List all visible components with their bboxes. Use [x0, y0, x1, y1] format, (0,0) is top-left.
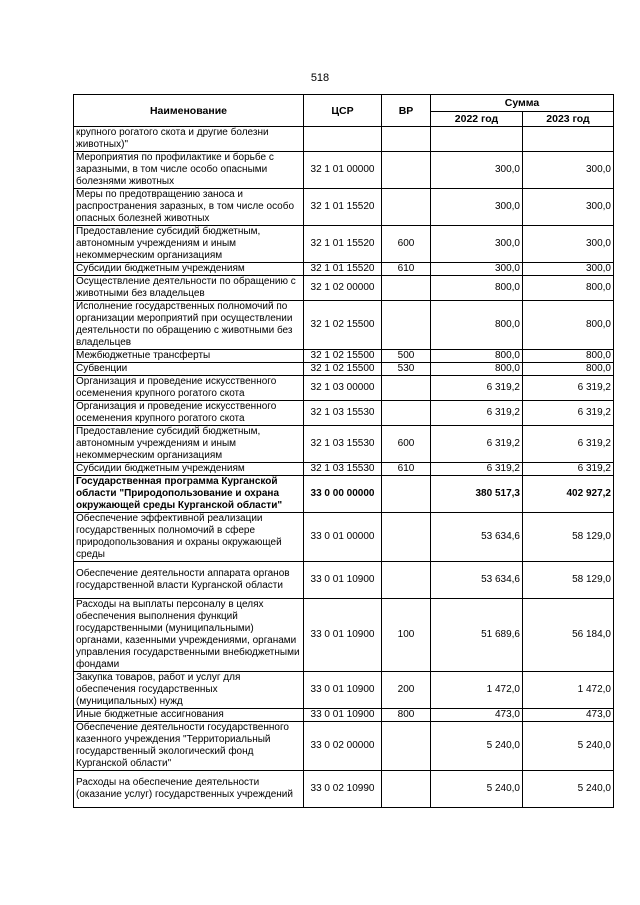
row-csr-cell: 33 0 02 10990	[304, 771, 382, 808]
table-row	[74, 709, 614, 722]
row-name-cell: Обеспечение эффективной реализации государственных полномочий в сфере природопользования и охраны окружающей среды	[74, 513, 304, 562]
row-name-cell: Расходы на выплаты персоналу в целях обеспечения выполнения функций государственными (муниципальными) органами, казенными учреждениями, органами управления государственными внебюджетными фондами	[74, 599, 304, 672]
page-number: 518	[310, 72, 330, 84]
row-sum-2022-cell: 800,0	[431, 363, 523, 376]
row-csr-cell: 32 1 03 00000	[304, 376, 382, 401]
table-row	[74, 376, 614, 401]
row-sum-2023-cell: 800,0	[523, 363, 614, 376]
row-vr-cell	[382, 771, 431, 808]
table-row	[74, 189, 614, 226]
row-name-cell: Субвенции	[74, 363, 304, 376]
header-vr: ВР	[382, 95, 431, 127]
table-row	[74, 263, 614, 276]
row-sum-2023-cell: 800,0	[523, 350, 614, 363]
row-name-cell: Субсидии бюджетным учреждениям	[74, 263, 304, 276]
table-row	[74, 476, 614, 513]
table-row	[74, 463, 614, 476]
row-sum-2023-cell: 6 319,2	[523, 401, 614, 426]
row-sum-2022-cell: 1 472,0	[431, 672, 523, 709]
row-sum-2022-cell: 800,0	[431, 301, 523, 350]
header-year-2022: 2022 год	[431, 112, 523, 127]
row-csr-cell: 33 0 02 00000	[304, 722, 382, 771]
row-sum-2023-cell: 5 240,0	[523, 771, 614, 808]
table-row	[74, 672, 614, 709]
row-sum-2023-cell: 6 319,2	[523, 376, 614, 401]
row-csr-cell: 33 0 01 10900	[304, 672, 382, 709]
row-csr-cell: 32 1 02 15500	[304, 363, 382, 376]
row-csr-cell	[304, 127, 382, 152]
row-sum-2022-cell: 6 319,2	[431, 376, 523, 401]
row-sum-2022-cell: 51 689,6	[431, 599, 523, 672]
row-csr-cell: 32 1 03 15530	[304, 463, 382, 476]
row-sum-2023-cell: 300,0	[523, 263, 614, 276]
row-sum-2022-cell: 5 240,0	[431, 722, 523, 771]
row-csr-cell: 32 1 01 15520	[304, 189, 382, 226]
row-csr-cell: 33 0 01 10900	[304, 599, 382, 672]
row-name-cell: крупного рогатого скота и другие болезни животных)"	[74, 127, 304, 152]
row-csr-cell: 32 1 01 15520	[304, 263, 382, 276]
table-row	[74, 426, 614, 463]
row-vr-cell: 530	[382, 363, 431, 376]
row-sum-2022-cell	[431, 127, 523, 152]
row-name-cell: Исполнение государственных полномочий по организации мероприятий при осуществлении деятельности по обращению с животными без владельцев	[74, 301, 304, 350]
row-csr-cell: 32 1 01 00000	[304, 152, 382, 189]
row-sum-2023-cell: 56 184,0	[523, 599, 614, 672]
row-name-cell: Государственная программа Курганской области "Природопользование и охрана окружающей среды Курганской области"	[74, 476, 304, 513]
row-csr-cell: 33 0 00 00000	[304, 476, 382, 513]
row-sum-2023-cell: 5 240,0	[523, 722, 614, 771]
row-sum-2022-cell: 53 634,6	[431, 562, 523, 599]
table-row	[74, 350, 614, 363]
table-row	[74, 276, 614, 301]
row-name-cell: Расходы на обеспечение деятельности (оказание услуг) государственных учреждений	[74, 771, 304, 808]
row-sum-2023-cell: 300,0	[523, 189, 614, 226]
budget-table	[73, 94, 614, 808]
table-row	[74, 152, 614, 189]
row-sum-2022-cell: 5 240,0	[431, 771, 523, 808]
row-vr-cell	[382, 722, 431, 771]
row-name-cell: Обеспечение деятельности аппарата органов государственной власти Курганской области	[74, 562, 304, 599]
row-name-cell: Осуществление деятельности по обращению с животными без владельцев	[74, 276, 304, 301]
table-row	[74, 562, 614, 599]
row-sum-2023-cell	[523, 127, 614, 152]
row-name-cell: Мероприятия по профилактике и борьбе с заразными, в том числе особо опасными болезнями животных	[74, 152, 304, 189]
table-row	[74, 127, 614, 152]
row-sum-2022-cell: 800,0	[431, 350, 523, 363]
table-row	[74, 513, 614, 562]
header-csr: ЦСР	[304, 95, 382, 127]
row-vr-cell	[382, 376, 431, 401]
table-row	[74, 599, 614, 672]
row-name-cell: Обеспечение деятельности государственного казенного учреждения "Территориальный государственный экологический фонд Курганской области"	[74, 722, 304, 771]
row-name-cell: Субсидии бюджетным учреждениям	[74, 463, 304, 476]
header-year-2023: 2023 год	[523, 112, 614, 127]
row-sum-2023-cell: 58 129,0	[523, 513, 614, 562]
table-row	[74, 771, 614, 808]
row-sum-2023-cell: 6 319,2	[523, 463, 614, 476]
row-sum-2022-cell: 300,0	[431, 263, 523, 276]
row-name-cell: Закупка товаров, работ и услуг для обеспечения государственных (муниципальных) нужд	[74, 672, 304, 709]
row-sum-2023-cell: 473,0	[523, 709, 614, 722]
row-vr-cell	[382, 301, 431, 350]
table-row	[74, 401, 614, 426]
row-vr-cell: 600	[382, 426, 431, 463]
row-sum-2022-cell: 473,0	[431, 709, 523, 722]
row-vr-cell: 800	[382, 709, 431, 722]
row-csr-cell: 32 1 03 15530	[304, 426, 382, 463]
row-vr-cell	[382, 476, 431, 513]
row-sum-2022-cell: 6 319,2	[431, 401, 523, 426]
row-sum-2023-cell: 6 319,2	[523, 426, 614, 463]
row-sum-2022-cell: 6 319,2	[431, 463, 523, 476]
row-vr-cell: 100	[382, 599, 431, 672]
row-name-cell: Организация и проведение искусственного осеменения крупного рогатого скота	[74, 401, 304, 426]
row-vr-cell: 610	[382, 263, 431, 276]
row-sum-2023-cell: 402 927,2	[523, 476, 614, 513]
row-csr-cell: 32 1 02 15500	[304, 301, 382, 350]
row-name-cell: Межбюджетные трансферты	[74, 350, 304, 363]
header-name: Наименование	[74, 95, 304, 127]
row-csr-cell: 33 0 01 10900	[304, 562, 382, 599]
row-vr-cell: 500	[382, 350, 431, 363]
row-sum-2022-cell: 800,0	[431, 276, 523, 301]
row-vr-cell: 200	[382, 672, 431, 709]
row-sum-2022-cell: 6 319,2	[431, 426, 523, 463]
row-sum-2023-cell: 58 129,0	[523, 562, 614, 599]
table-row	[74, 301, 614, 350]
table-body	[74, 127, 614, 808]
header-sum: Сумма	[431, 95, 614, 112]
row-vr-cell	[382, 189, 431, 226]
table-header	[74, 95, 614, 127]
row-sum-2022-cell: 300,0	[431, 189, 523, 226]
row-name-cell: Предоставление субсидий бюджетным, автономным учреждениям и иным некоммерческим организациям	[74, 226, 304, 263]
row-name-cell: Предоставление субсидий бюджетным, автономным учреждениям и иным некоммерческим организациям	[74, 426, 304, 463]
table-row	[74, 363, 614, 376]
row-name-cell: Меры по предотвращению заноса и распространения заразных, в том числе особо опасных болезней животных	[74, 189, 304, 226]
row-name-cell: Иные бюджетные ассигнования	[74, 709, 304, 722]
row-vr-cell	[382, 127, 431, 152]
row-vr-cell	[382, 562, 431, 599]
row-sum-2023-cell: 800,0	[523, 276, 614, 301]
table-row	[74, 722, 614, 771]
row-sum-2023-cell: 800,0	[523, 301, 614, 350]
row-sum-2022-cell: 53 634,6	[431, 513, 523, 562]
row-csr-cell: 32 1 03 15530	[304, 401, 382, 426]
row-vr-cell	[382, 513, 431, 562]
row-sum-2022-cell: 380 517,3	[431, 476, 523, 513]
row-vr-cell: 600	[382, 226, 431, 263]
row-csr-cell: 32 1 01 15520	[304, 226, 382, 263]
row-sum-2022-cell: 300,0	[431, 226, 523, 263]
row-vr-cell	[382, 276, 431, 301]
row-sum-2023-cell: 300,0	[523, 152, 614, 189]
row-vr-cell: 610	[382, 463, 431, 476]
row-sum-2023-cell: 300,0	[523, 226, 614, 263]
row-vr-cell	[382, 152, 431, 189]
row-sum-2022-cell: 300,0	[431, 152, 523, 189]
row-csr-cell: 32 1 02 15500	[304, 350, 382, 363]
table-row	[74, 226, 614, 263]
row-sum-2023-cell: 1 472,0	[523, 672, 614, 709]
row-csr-cell: 33 0 01 00000	[304, 513, 382, 562]
row-csr-cell: 32 1 02 00000	[304, 276, 382, 301]
row-vr-cell	[382, 401, 431, 426]
row-csr-cell: 33 0 01 10900	[304, 709, 382, 722]
row-name-cell: Организация и проведение искусственного осеменения крупного рогатого скота	[74, 376, 304, 401]
